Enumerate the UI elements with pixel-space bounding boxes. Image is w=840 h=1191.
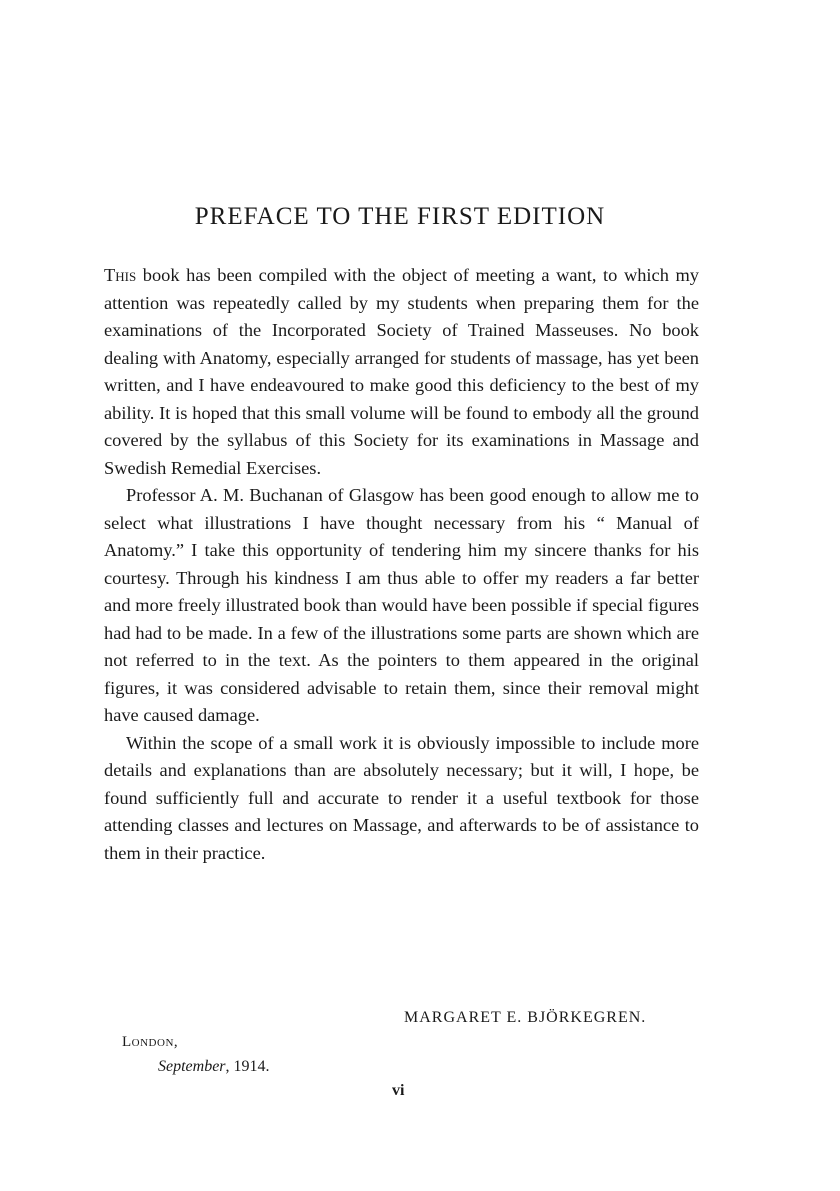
preface-body xyxy=(104,262,699,867)
page-number: vi xyxy=(392,1082,405,1099)
paragraph-2: Professor A. M. Buchanan of Glasgow has been good enough to allow me to select what illustrations I have thought necessary from his “ Manual of Anatomy.” I take this opportunity of tendering him my sincere thanks for his courtesy. Through his kindness I am thus able to offer my readers a far better and more freely illustrated book than would have been possible if special figures had had to be made. In a few of the illustrations some parts are shown which are not referred to in the text. As the pointers to them appeared in the original figures, it was considered advisable to retain them, since their removal might have caused damage. xyxy=(104,485,699,725)
date-line xyxy=(158,1058,270,1076)
paragraph-1 xyxy=(104,262,699,482)
place-line: London, xyxy=(122,1034,179,1050)
date-month: September xyxy=(158,1058,226,1075)
date-year: , 1914. xyxy=(225,1058,270,1075)
paragraph-1-lead-word: This xyxy=(104,265,137,285)
page-title: PREFACE TO THE FIRST EDITION xyxy=(194,203,606,230)
author-signature: MARGARET E. BJÖRKEGREN. xyxy=(404,1009,647,1026)
paragraph-3: Within the scope of a small work it is obviously impossible to include more details and explanations than are absolutely necessary; but it will, I hope, be found sufficiently full and accurate to render it a useful textbook for those attending classes and lectures on Massage, and afterwards to be of assistance to them in their practice. xyxy=(104,732,699,863)
paragraph-1-text: book has been compiled with the object of meeting a want, to which my attention was repeatedly called by my students when preparing them for the examinations of the Incorporated Society of Trained Masseuses. No book dealing with Anatomy, especially arranged for students of massage, has yet been written, and I have endeavoured to make good this deficiency to the best of my ability. It is hoped that this small volume will be found to embody all the ground covered by the syllabus of this Society for its examinations in Massage and Swedish Remedial Exercises. xyxy=(104,265,699,478)
